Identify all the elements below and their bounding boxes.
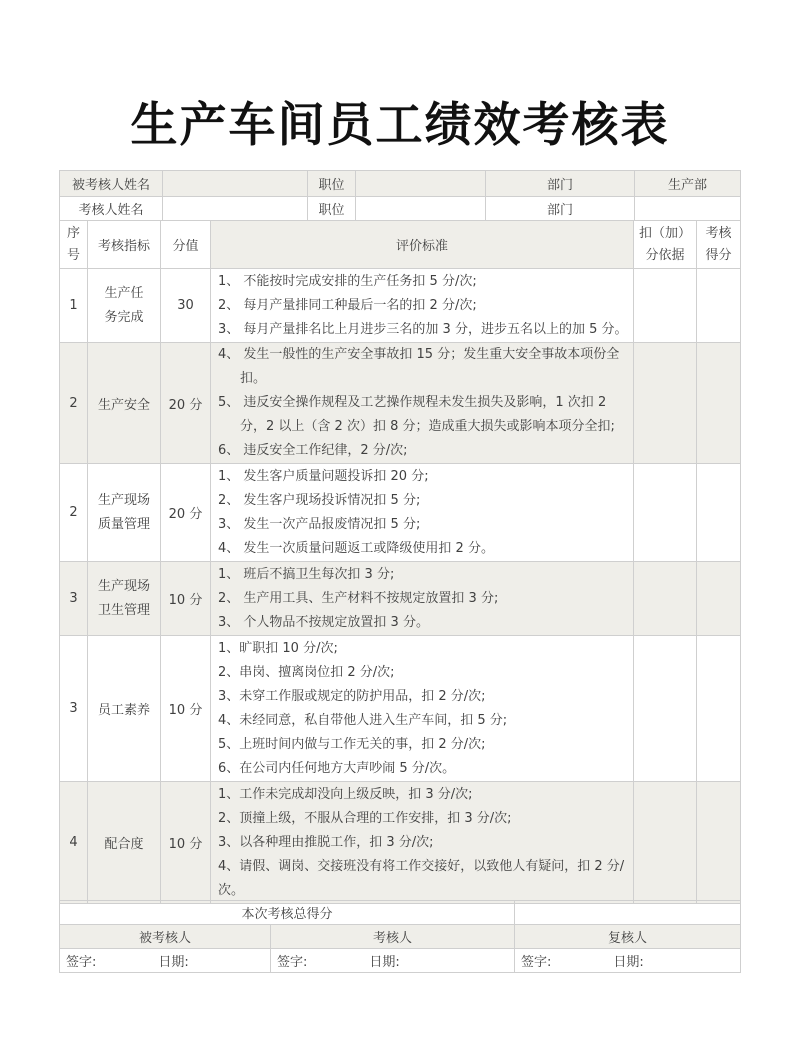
criteria-item: 2、顶撞上级，不服从合理的工作安排，扣 3 分/次; xyxy=(218,810,512,826)
table-row xyxy=(60,562,741,636)
row-result-cell[interactable] xyxy=(697,636,741,782)
row-deduct-cell[interactable] xyxy=(634,343,697,464)
row-criteria xyxy=(211,636,634,782)
assessee-label: 被考核人 xyxy=(60,925,271,949)
row-score: 10 分 xyxy=(161,636,211,782)
row-seq: 4 xyxy=(60,782,88,904)
reviewer-signature[interactable] xyxy=(515,949,741,973)
row-indicator: 生产现场卫生管理 xyxy=(88,562,161,636)
total-score-label: 本次考核总得分 xyxy=(60,901,515,925)
criteria-item: 1、 班后不搞卫生每次扣 3 分; xyxy=(218,566,395,582)
assessment-table xyxy=(59,220,741,904)
row-deduct-cell[interactable] xyxy=(634,782,697,904)
summary-table xyxy=(59,900,741,973)
criteria-item: 4、请假、调岗、交接班没有将工作交接好，以致他人有疑问，扣 2 分/次。 xyxy=(218,858,625,898)
criteria-item: 4、 发生一般性的生产安全事故扣 15 分；发生重大安全事故本项份全扣。 xyxy=(218,347,620,386)
row-seq: 2 xyxy=(60,464,88,562)
header-seq: 序号 xyxy=(60,221,88,269)
table-row xyxy=(60,782,741,904)
table-row xyxy=(60,269,741,343)
header-result: 考核得分 xyxy=(697,221,741,269)
criteria-item: 3、以各种理由推脱工作，扣 3 分/次; xyxy=(218,834,434,850)
criteria-item: 1、工作未完成却没向上级反映，扣 3 分/次; xyxy=(218,786,473,802)
assessee-name-value[interactable] xyxy=(163,171,308,197)
row-criteria xyxy=(211,562,634,636)
row-seq: 2 xyxy=(60,343,88,464)
dept-label: 部门 xyxy=(486,171,635,197)
header-deduct: 扣（加）分依据 xyxy=(634,221,697,269)
row-score: 20 分 xyxy=(161,464,211,562)
criteria-item: 1、 发生客户质量问题投诉扣 20 分; xyxy=(218,468,429,484)
assessor-name-value[interactable] xyxy=(163,197,308,221)
row-criteria xyxy=(211,269,634,343)
dept-label: 部门 xyxy=(486,197,635,221)
row-indicator: 生产安全 xyxy=(88,343,161,464)
assessee-name-label: 被考核人姓名 xyxy=(60,171,163,197)
row-result-cell[interactable] xyxy=(697,562,741,636)
reviewer-label: 复核人 xyxy=(515,925,741,949)
criteria-item: 4、未经同意，私自带他人进入生产车间，扣 5 分; xyxy=(218,712,508,728)
criteria-item: 1、 不能按时完成安排的生产任务扣 5 分/次; xyxy=(218,273,477,289)
row-indicator: 员工素养 xyxy=(88,636,161,782)
row-criteria xyxy=(211,464,634,562)
row-indicator: 生产任务完成 xyxy=(88,269,161,343)
row-score: 20 分 xyxy=(161,343,211,464)
total-score-value[interactable] xyxy=(515,901,741,925)
date-label: 日期: xyxy=(613,955,644,970)
criteria-item: 1、旷职扣 10 分/次; xyxy=(218,640,338,656)
assessor-label: 考核人 xyxy=(271,925,515,949)
row-criteria xyxy=(211,782,634,904)
row-score: 10 分 xyxy=(161,562,211,636)
row-deduct-cell[interactable] xyxy=(634,636,697,782)
row-deduct-cell[interactable] xyxy=(634,562,697,636)
row-indicator: 配合度 xyxy=(88,782,161,904)
row-score: 10 分 xyxy=(161,782,211,904)
criteria-item: 2、 生产用工具、生产材料不按规定放置扣 3 分; xyxy=(218,590,499,606)
criteria-item: 3、 个人物品不按规定放置扣 3 分。 xyxy=(218,614,429,630)
header-criteria: 评价标准 xyxy=(211,221,634,269)
row-result-cell[interactable] xyxy=(697,343,741,464)
sign-label: 签字: xyxy=(66,955,97,970)
assessee-signature[interactable] xyxy=(60,949,271,973)
position-label: 职位 xyxy=(308,171,356,197)
criteria-item: 2、串岗、擅离岗位扣 2 分/次; xyxy=(218,664,395,680)
position-label: 职位 xyxy=(308,197,356,221)
row-seq: 1 xyxy=(60,269,88,343)
header-indicator: 考核指标 xyxy=(88,221,161,269)
row-criteria xyxy=(211,343,634,464)
table-row xyxy=(60,636,741,782)
date-label: 日期: xyxy=(369,955,400,970)
row-result-cell[interactable] xyxy=(697,782,741,904)
row-deduct-cell[interactable] xyxy=(634,464,697,562)
header-score: 分值 xyxy=(161,221,211,269)
date-label: 日期: xyxy=(158,955,189,970)
row-result-cell[interactable] xyxy=(697,269,741,343)
position-value[interactable] xyxy=(356,197,486,221)
page-title: 生产车间员工绩效考核表 xyxy=(130,98,670,153)
row-deduct-cell[interactable] xyxy=(634,269,697,343)
criteria-item: 6、 违反安全工作纪律，2 分/次; xyxy=(218,443,408,458)
criteria-item: 3、 发生一次产品报废情况扣 5 分; xyxy=(218,516,421,532)
info-table xyxy=(59,170,741,221)
row-indicator: 生产现场质量管理 xyxy=(88,464,161,562)
criteria-item: 5、 违反安全操作规程及工艺操作规程未发生损失及影响，1 次扣 2 分，2 以上（含 2 次）扣 8 分；造成重大损失或影响本项分全扣; xyxy=(218,395,615,434)
row-score: 30 xyxy=(161,269,211,343)
row-result-cell[interactable] xyxy=(697,464,741,562)
criteria-item: 3、 每月产量排名比上月进步三名的加 3 分，进步五名以上的加 5 分。 xyxy=(218,321,628,337)
criteria-item: 6、在公司内任何地方大声吵闹 5 分/次。 xyxy=(218,760,456,776)
row-seq: 3 xyxy=(60,636,88,782)
row-seq: 3 xyxy=(60,562,88,636)
criteria-item: 2、 发生客户现场投诉情况扣 5 分; xyxy=(218,492,421,508)
criteria-item: 5、上班时间内做与工作无关的事，扣 2 分/次; xyxy=(218,736,486,752)
assessor-signature[interactable] xyxy=(271,949,515,973)
position-value[interactable] xyxy=(356,171,486,197)
table-row xyxy=(60,343,741,464)
assessor-name-label: 考核人姓名 xyxy=(60,197,163,221)
sign-label: 签字: xyxy=(277,955,308,970)
dept-value[interactable] xyxy=(635,197,741,221)
sign-label: 签字: xyxy=(521,955,552,970)
table-row xyxy=(60,464,741,562)
criteria-item: 4、 发生一次质量问题返工或降级使用扣 2 分。 xyxy=(218,540,494,556)
dept-value: 生产部 xyxy=(635,171,741,197)
criteria-item: 3、未穿工作服或规定的防护用品，扣 2 分/次; xyxy=(218,688,486,704)
criteria-item: 2、 每月产量排同工种最后一名的扣 2 分/次; xyxy=(218,297,477,313)
